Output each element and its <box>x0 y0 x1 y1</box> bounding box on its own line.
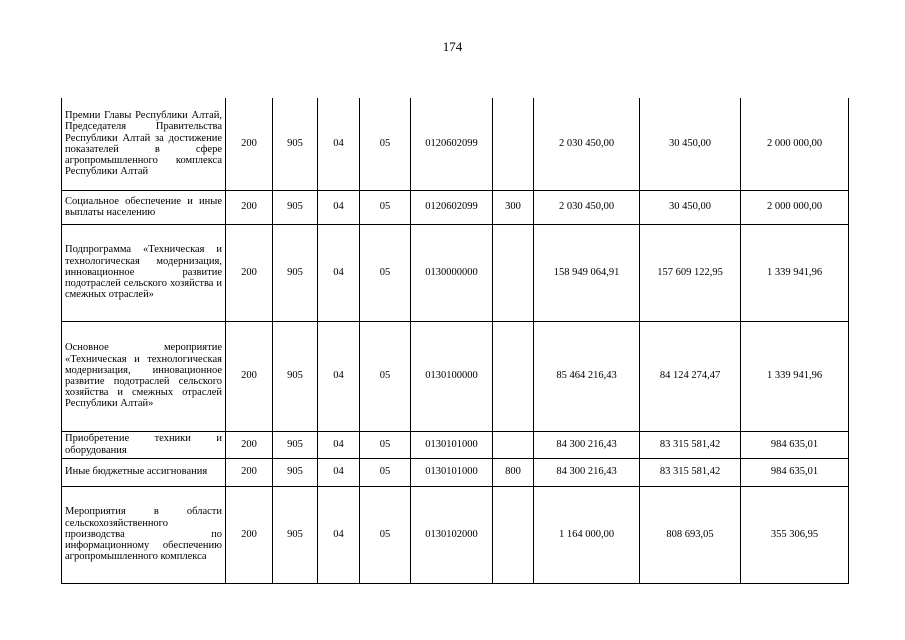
table-row <box>62 486 849 583</box>
table-row <box>62 431 849 458</box>
cell-amount3: 2 000 000,00 <box>741 98 849 190</box>
table-row <box>62 321 849 431</box>
cell-amount1: 1 164 000,00 <box>534 486 640 583</box>
cell-target: 0130100000 <box>411 321 493 431</box>
cell-target: 0130101000 <box>411 431 493 458</box>
cell-code1: 200 <box>226 431 273 458</box>
cell-amount2: 808 693,05 <box>640 486 741 583</box>
cell-section: 04 <box>318 224 360 321</box>
cell-expense-type: 300 <box>493 190 534 224</box>
cell-section: 04 <box>318 458 360 486</box>
row-name: Приобретение техники и оборудования <box>62 431 226 458</box>
cell-target: 0130102000 <box>411 486 493 583</box>
cell-amount3: 1 339 941,96 <box>741 321 849 431</box>
table-row <box>62 224 849 321</box>
cell-target: 0120602099 <box>411 190 493 224</box>
cell-expense-type <box>493 321 534 431</box>
cell-target: 0120602099 <box>411 98 493 190</box>
table-row <box>62 190 849 224</box>
cell-amount3: 2 000 000,00 <box>741 190 849 224</box>
cell-code1: 200 <box>226 321 273 431</box>
cell-section: 04 <box>318 98 360 190</box>
cell-amount1: 85 464 216,43 <box>534 321 640 431</box>
table-row <box>62 458 849 486</box>
cell-amount2: 83 315 581,42 <box>640 431 741 458</box>
cell-subsection: 05 <box>360 486 411 583</box>
cell-expense-type <box>493 98 534 190</box>
cell-subsection: 05 <box>360 98 411 190</box>
row-name: Подпрограмма «Техническая и технологическая модернизация, инновационное развитие подотраслей сельского хозяйства и смежных отраслей» <box>62 224 226 321</box>
budget-table <box>61 98 849 584</box>
cell-amount2: 83 315 581,42 <box>640 458 741 486</box>
cell-code2: 905 <box>273 486 318 583</box>
cell-amount2: 84 124 274,47 <box>640 321 741 431</box>
cell-expense-type <box>493 431 534 458</box>
cell-target: 0130101000 <box>411 458 493 486</box>
cell-code2: 905 <box>273 458 318 486</box>
cell-amount1: 2 030 450,00 <box>534 190 640 224</box>
cell-amount1: 158 949 064,91 <box>534 224 640 321</box>
cell-amount1: 84 300 216,43 <box>534 431 640 458</box>
cell-subsection: 05 <box>360 458 411 486</box>
cell-amount3: 984 635,01 <box>741 458 849 486</box>
cell-code2: 905 <box>273 190 318 224</box>
row-name: Основное мероприятие «Техническая и технологическая модернизация, инновационное развитие подотраслей сельского хозяйства и смежных отраслей Республики Алтай» <box>62 321 226 431</box>
cell-subsection: 05 <box>360 190 411 224</box>
cell-code2: 905 <box>273 321 318 431</box>
row-name: Мероприятия в области сельскохозяйственного производства по информационному обеспечению агропромышленного комплекса <box>62 486 226 583</box>
cell-amount3: 984 635,01 <box>741 431 849 458</box>
cell-subsection: 05 <box>360 321 411 431</box>
cell-code2: 905 <box>273 431 318 458</box>
cell-amount2: 30 450,00 <box>640 98 741 190</box>
cell-code2: 905 <box>273 98 318 190</box>
table-row <box>62 98 849 190</box>
cell-code2: 905 <box>273 224 318 321</box>
cell-section: 04 <box>318 486 360 583</box>
cell-amount3: 355 306,95 <box>741 486 849 583</box>
cell-section: 04 <box>318 190 360 224</box>
cell-amount1: 84 300 216,43 <box>534 458 640 486</box>
cell-section: 04 <box>318 431 360 458</box>
row-name: Премии Главы Республики Алтай, Председателя Правительства Республики Алтай за достижение показателей в сфере агропромышленного комплекса Республики Алтай <box>62 98 226 190</box>
cell-code1: 200 <box>226 458 273 486</box>
cell-subsection: 05 <box>360 224 411 321</box>
cell-expense-type <box>493 486 534 583</box>
cell-amount1: 2 030 450,00 <box>534 98 640 190</box>
cell-code1: 200 <box>226 190 273 224</box>
cell-expense-type <box>493 224 534 321</box>
cell-target: 0130000000 <box>411 224 493 321</box>
cell-code1: 200 <box>226 486 273 583</box>
cell-subsection: 05 <box>360 431 411 458</box>
cell-amount2: 30 450,00 <box>640 190 741 224</box>
cell-code1: 200 <box>226 98 273 190</box>
row-name: Иные бюджетные ассигнования <box>62 458 226 486</box>
cell-code1: 200 <box>226 224 273 321</box>
cell-amount3: 1 339 941,96 <box>741 224 849 321</box>
cell-expense-type: 800 <box>493 458 534 486</box>
cell-section: 04 <box>318 321 360 431</box>
cell-amount2: 157 609 122,95 <box>640 224 741 321</box>
page-number: 174 <box>442 39 463 54</box>
row-name: Социальное обеспечение и иные выплаты населению <box>62 190 226 224</box>
